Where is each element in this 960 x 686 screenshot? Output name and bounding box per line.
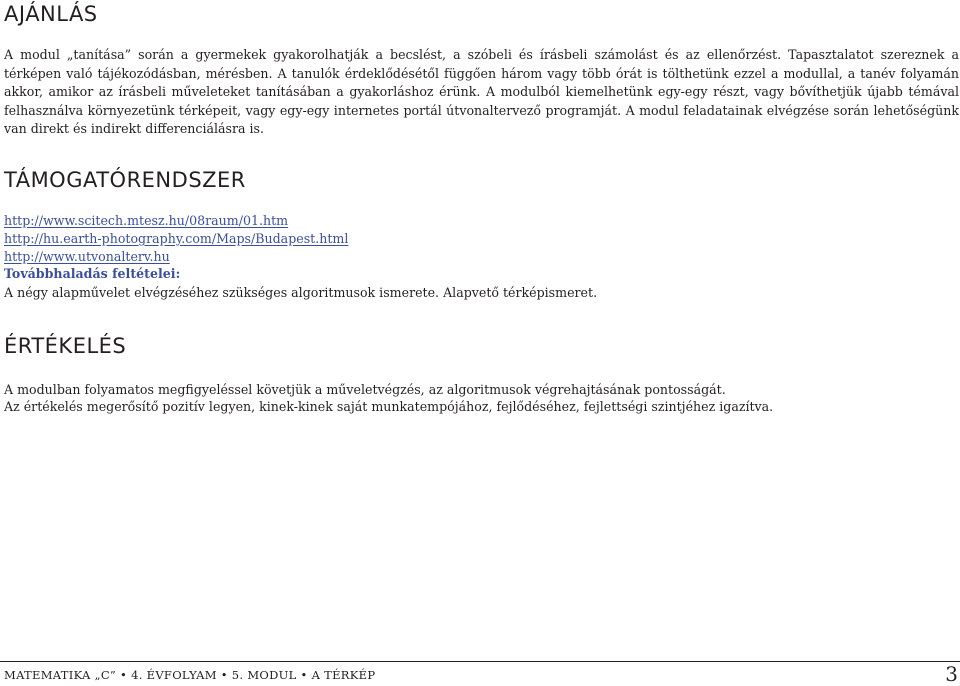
- footer-divider: [0, 661, 960, 662]
- page-number: 3: [945, 662, 958, 686]
- link-scitech[interactable]: http://www.scitech.mtesz.hu/08raum/01.htm: [4, 213, 289, 228]
- prereq-label: Továbbhaladás feltételei:: [4, 266, 181, 281]
- link-earth-photography[interactable]: http://hu.earth-photography.com/Maps/Budapest.html: [4, 231, 349, 246]
- ajanlas-heading: AJÁNLÁS: [4, 2, 98, 26]
- tamogatorendszer-heading: TÁMOGATÓRENDSZER: [4, 168, 246, 192]
- ajanlas-paragraph: A modul „tanítása” során a gyermekek gyakorolhatják a becslést, a szóbeli és írásbeli számolást és az ellenőrzést. Tapasztalatot szereznek a térképen való tájékozódásban, mérésben. A tanulók érdeklődésétől függően három vagy több órát is tölthetünk ezzel a modullal, a tanév folyamán akkor, amikor az írásbeli műveleteket tanításában a gyakorláshoz érünk. A modulból kiemelhetünk egy-egy részt, vagy bővíthetjük újabb témával felhasználva környezetünk térképeit, vagy egy-egy internetes portál útvonaltervező programját. A modul feladatainak elvégzése során lehetőségünk van direkt és indirekt differenciálásra is.: [4, 47, 959, 136]
- ertekeles-line-1: A modulban folyamatos megfigyeléssel követjük a műveletvégzés, az algoritmusok végrehajtásának pontosságát.: [4, 382, 726, 397]
- prereq-text: A négy alapművelet elvégzéséhez szükséges algoritmusok ismerete. Alapvető térképismeret.: [4, 285, 598, 300]
- link-utvonalterv[interactable]: http://www.utvonalterv.hu: [4, 249, 170, 264]
- footer-running-title: MATEMATIKA „C” • 4. ÉVFOLYAM • 5. MODUL • A TÉRKÉP: [4, 668, 376, 682]
- ertekeles-line-2: Az értékelés megerősítő pozitív legyen, kinek-kinek saját munkatempójához, fejlődéséhez, fejlettségi szintjéhez igazítva.: [4, 399, 774, 414]
- ertekeles-heading: ÉRTÉKELÉS: [4, 334, 127, 358]
